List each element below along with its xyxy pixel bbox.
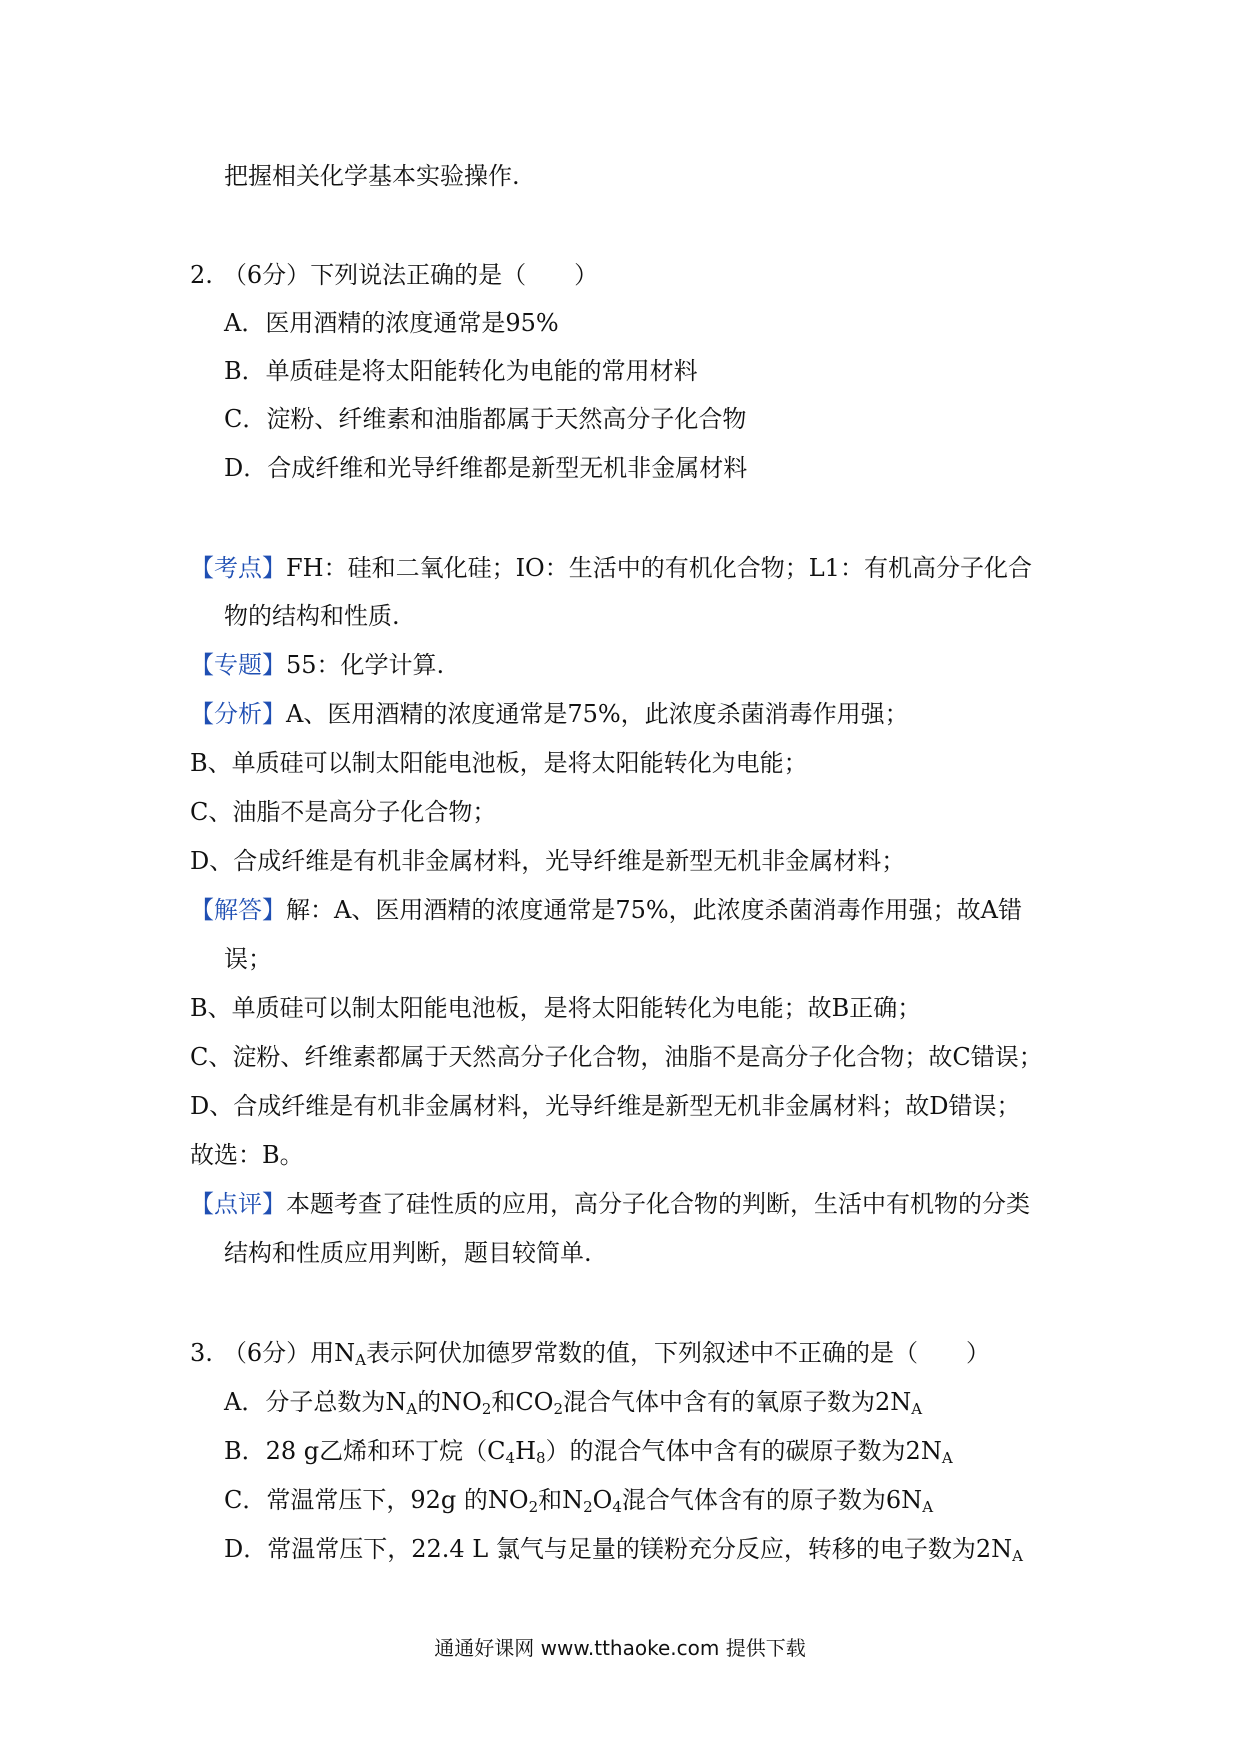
jieda-line-3: B、单质硅可以制太阳能电池板，是将太阳能转化为电能；故B正确； bbox=[190, 994, 922, 1022]
stem-part: 表示阿伏加德罗常数的值，下列叙述中不正确的是（ ） bbox=[366, 1339, 991, 1367]
option-text: A．分子总数为N bbox=[224, 1388, 407, 1416]
option-d bbox=[224, 1533, 1023, 1565]
fenxi-line-4: D、合成纤维是有机非金属材料，光导纤维是新型无机非金属材料； bbox=[190, 847, 906, 875]
question-score: （6分） bbox=[222, 1339, 311, 1367]
subscript: 2 bbox=[528, 1498, 539, 1516]
option-text: C．常温常压下，92g 的NO bbox=[224, 1486, 529, 1514]
stem-subscript: A bbox=[355, 1351, 367, 1369]
option-d: D．合成纤维和光导纤维都是新型无机非金属材料 bbox=[224, 454, 748, 482]
question-number: 3. bbox=[190, 1339, 213, 1367]
prev-explanation-tail: 把握相关化学基本实验操作. bbox=[224, 162, 520, 190]
subscript: A bbox=[941, 1449, 953, 1467]
jieda-line-6: 故选：B。 bbox=[190, 1141, 304, 1169]
fenxi-line-3: C、油脂不是高分子化合物； bbox=[190, 798, 497, 826]
fenxi-line-2: B、单质硅可以制太阳能电池板，是将太阳能转化为电能； bbox=[190, 749, 808, 777]
subscript: 2 bbox=[481, 1400, 492, 1418]
kaodian-tag: 【考点】 bbox=[190, 554, 286, 582]
jieda-text: 解：A、医用酒精的浓度通常是75%，此浓度杀菌消毒作用强；故A错 bbox=[286, 896, 1023, 924]
dianping-line-2: 结构和性质应用判断，题目较简单. bbox=[224, 1239, 592, 1267]
option-text: 和N bbox=[538, 1486, 584, 1514]
option-text: O bbox=[592, 1486, 613, 1514]
option-text: ）的混合气体中含有的碳原子数为2N bbox=[545, 1437, 942, 1465]
jieda-tag: 【解答】 bbox=[190, 896, 286, 924]
question-stem: 下列说法正确的是（ ） bbox=[310, 261, 599, 289]
subscript: 2 bbox=[553, 1400, 564, 1418]
subscript: 8 bbox=[536, 1449, 546, 1467]
option-text: B．28 g乙烯和环丁烷（C bbox=[224, 1437, 506, 1465]
zhuanti-line bbox=[190, 649, 444, 681]
dianping-line-1 bbox=[190, 1188, 1030, 1220]
fenxi-text: A、医用酒精的浓度通常是75%，此浓度杀菌消毒作用强； bbox=[286, 700, 909, 728]
subscript: 4 bbox=[612, 1498, 622, 1516]
option-text: H bbox=[515, 1437, 537, 1465]
subscript: A bbox=[922, 1498, 934, 1516]
subscript: 4 bbox=[505, 1449, 516, 1467]
stem-part: 用N bbox=[310, 1339, 356, 1367]
kaodian-line-1 bbox=[190, 552, 1032, 584]
option-c: C．淀粉、纤维素和油脂都属于天然高分子化合物 bbox=[224, 405, 747, 433]
kaodian-text: FH：硅和二氧化硅；IO：生活中的有机化合物；L1：有机高分子化合 bbox=[286, 554, 1032, 582]
zhuanti-tag: 【专题】 bbox=[190, 651, 286, 679]
fenxi-line-1 bbox=[190, 698, 909, 730]
jieda-line-4: C、淀粉、纤维素都属于天然高分子化合物，油脂不是高分子化合物；故C错误； bbox=[190, 1043, 1043, 1071]
question-score: （6分） bbox=[222, 261, 311, 289]
option-text: 混合气体中含有的氧原子数为2N bbox=[563, 1388, 912, 1416]
page-footer: 通通好课网 www.tthaoke.com 提供下载 bbox=[434, 1636, 806, 1660]
question-3-header bbox=[190, 1337, 990, 1369]
option-c bbox=[224, 1484, 933, 1516]
option-text: D．常温常压下，22.4 L 氯气与足量的镁粉充分反应，转移的电子数为2N bbox=[224, 1535, 1013, 1563]
jieda-line-5: D、合成纤维是有机非金属材料，光导纤维是新型无机非金属材料；故D错误； bbox=[190, 1092, 1021, 1120]
jieda-line-1 bbox=[190, 894, 1022, 926]
option-b: B．单质硅是将太阳能转化为电能的常用材料 bbox=[224, 357, 698, 385]
fenxi-tag: 【分析】 bbox=[190, 700, 286, 728]
option-a: A．医用酒精的浓度通常是95% bbox=[224, 309, 559, 337]
question-number: 2. bbox=[190, 261, 213, 289]
option-a bbox=[224, 1386, 922, 1418]
zhuanti-text: 55：化学计算. bbox=[286, 651, 445, 679]
subscript: A bbox=[1012, 1547, 1023, 1565]
jieda-line-2: 误； bbox=[224, 945, 272, 973]
option-text: 的NO bbox=[417, 1388, 482, 1416]
option-text: 和CO bbox=[491, 1388, 554, 1416]
subscript: 2 bbox=[583, 1498, 593, 1516]
subscript: A bbox=[406, 1400, 418, 1418]
dianping-text: 本题考查了硅性质的应用，高分子化合物的判断，生活中有机物的分类 bbox=[286, 1190, 1030, 1218]
kaodian-line-2: 物的结构和性质. bbox=[224, 602, 400, 630]
option-text: 混合气体含有的原子数为6N bbox=[621, 1486, 923, 1514]
question-2-header bbox=[190, 259, 598, 291]
subscript: A bbox=[911, 1400, 923, 1418]
option-b bbox=[224, 1435, 953, 1467]
dianping-tag: 【点评】 bbox=[190, 1190, 286, 1218]
